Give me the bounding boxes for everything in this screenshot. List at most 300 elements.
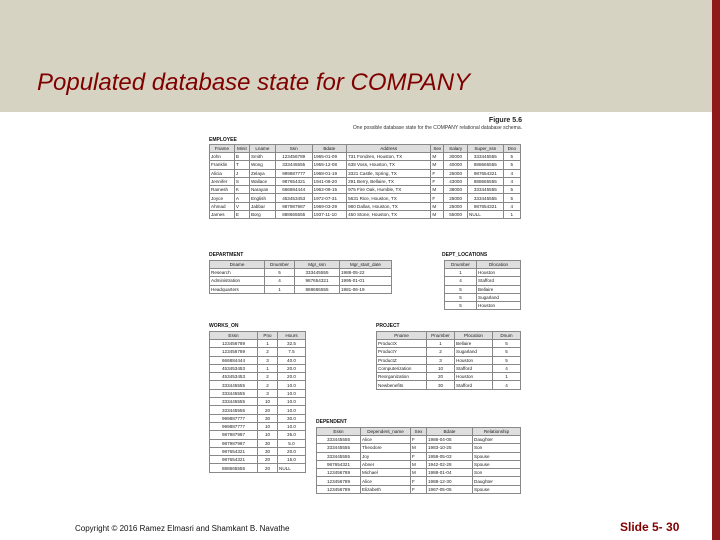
table-cell: Wong	[249, 161, 275, 169]
table-cell: 1988-05-22	[340, 269, 392, 277]
table-cell: Stafford	[477, 277, 521, 285]
table-cell: M	[431, 161, 444, 169]
table-cell: Narayan	[249, 186, 275, 194]
table-cell: Alice	[361, 436, 411, 444]
table-row	[210, 414, 306, 422]
table-row	[210, 447, 306, 455]
employee-table	[209, 144, 521, 219]
table-cell: 987987987	[210, 439, 258, 447]
table-row	[210, 456, 306, 464]
table-cell: ProductY	[377, 348, 427, 356]
column-header: Bdate	[427, 428, 473, 436]
table-cell: 30.0	[278, 414, 306, 422]
table-cell: 333445555	[295, 269, 340, 277]
table-cell: 3	[258, 356, 278, 364]
table-cell: 5	[493, 348, 521, 356]
table-cell: 1	[427, 340, 455, 348]
table-cell: 1962-09-15	[312, 186, 347, 194]
table-cell: 5	[503, 194, 520, 202]
dependent-table-name: DEPENDENT	[316, 419, 347, 425]
table-cell: 1995-01-01	[340, 277, 392, 285]
table-cell: 40.0	[278, 356, 306, 364]
table-cell: ProductZ	[377, 356, 427, 364]
table-cell: 10	[258, 398, 278, 406]
table-cell: 453453453	[210, 364, 258, 372]
table-cell: Michael	[361, 469, 411, 477]
table-cell: Spouse	[473, 460, 521, 468]
table-cell: 453453453	[210, 373, 258, 381]
table-cell: 1	[493, 373, 521, 381]
table-cell: 10.0	[278, 406, 306, 414]
table-row	[317, 469, 521, 477]
table-cell: NULL	[278, 464, 306, 472]
table-cell: F	[431, 169, 444, 177]
table-cell: 25000	[444, 202, 468, 210]
column-header: Salary	[444, 145, 468, 153]
table-cell: 333445555	[468, 153, 504, 161]
table-row	[210, 285, 392, 293]
table-cell: 453453453	[275, 194, 312, 202]
table-cell: 1	[265, 285, 295, 293]
column-header: Pnumber	[427, 332, 455, 340]
table-cell: 450 Stone, Houston, TX	[347, 211, 431, 219]
table-row	[317, 485, 521, 493]
works-on-table	[209, 331, 306, 473]
table-cell: 1983-10-25	[427, 444, 473, 452]
table-cell: 888665555	[468, 161, 504, 169]
column-header: Dnum	[493, 332, 521, 340]
table-cell: 20	[258, 464, 278, 472]
table-cell: 1937-11-10	[312, 211, 347, 219]
column-header: Dependent_name	[361, 428, 411, 436]
table-cell: 987654321	[210, 456, 258, 464]
table-cell: 1986-04-05	[427, 436, 473, 444]
table-cell: 30	[258, 447, 278, 455]
table-cell: Ramesh	[210, 186, 235, 194]
table-cell: 987654321	[295, 277, 340, 285]
column-header: Dnumber	[445, 261, 477, 269]
table-cell: 731 Fondren, Houston, TX	[347, 153, 431, 161]
table-cell: 30	[258, 414, 278, 422]
table-cell: Houston	[477, 269, 521, 277]
column-header: Relationship	[473, 428, 521, 436]
table-cell: Reorganization	[377, 373, 427, 381]
table-cell: Stafford	[455, 381, 493, 389]
table-cell: 10.0	[278, 389, 306, 397]
project-table-name: PROJECT	[376, 323, 400, 329]
table-cell: 333445555	[210, 389, 258, 397]
table-row	[210, 277, 392, 285]
table-cell: Borg	[249, 211, 275, 219]
table-cell: F	[431, 177, 444, 185]
column-header: Lname	[249, 145, 275, 153]
table-row	[445, 302, 521, 310]
table-cell: Son	[473, 469, 521, 477]
table-row	[210, 202, 521, 210]
table-row	[210, 169, 521, 177]
table-cell: 987654321	[275, 177, 312, 185]
table-cell: Jennifer	[210, 177, 235, 185]
table-cell: M	[431, 211, 444, 219]
table-row	[210, 364, 306, 372]
table-cell: 20	[258, 456, 278, 464]
table-cell: 999887777	[210, 414, 258, 422]
column-header: Minit	[234, 145, 249, 153]
table-row	[317, 460, 521, 468]
table-cell: 666884444	[275, 186, 312, 194]
table-cell: 4	[503, 177, 520, 185]
table-cell: 5	[503, 153, 520, 161]
table-row	[317, 436, 521, 444]
table-cell: Theodore	[361, 444, 411, 452]
table-row	[445, 285, 521, 293]
table-cell: 4	[503, 169, 520, 177]
table-cell: 5	[445, 293, 477, 301]
table-cell: 1968-01-19	[312, 169, 347, 177]
table-cell: T	[234, 161, 249, 169]
table-cell: 123456789	[317, 485, 361, 493]
table-cell: 333445555	[468, 194, 504, 202]
table-row	[377, 348, 521, 356]
table-cell: 5	[503, 161, 520, 169]
dept-locations-table-name: DEPT_LOCATIONS	[442, 252, 488, 258]
project-table	[376, 331, 521, 390]
table-cell: Houston	[455, 373, 493, 381]
table-cell: M	[411, 469, 427, 477]
table-cell: 333445555	[210, 398, 258, 406]
column-header: Bdate	[312, 145, 347, 153]
table-row	[377, 373, 521, 381]
dependent-table	[316, 427, 521, 494]
table-cell: Alicia	[210, 169, 235, 177]
table-cell: 4	[503, 202, 520, 210]
table-cell: Jabbar	[249, 202, 275, 210]
table-cell: Spouse	[473, 485, 521, 493]
table-cell: Spouse	[473, 452, 521, 460]
table-cell: S	[234, 177, 249, 185]
table-cell: 5.0	[278, 439, 306, 447]
table-cell: Sugarland	[477, 293, 521, 301]
table-cell: 987654321	[317, 460, 361, 468]
table-cell: V	[234, 202, 249, 210]
table-cell: E	[234, 211, 249, 219]
table-row	[210, 398, 306, 406]
table-row	[445, 277, 521, 285]
table-cell: 5	[445, 285, 477, 293]
table-cell: Bellaire	[477, 285, 521, 293]
table-cell: Computerization	[377, 364, 427, 372]
table-cell: 1958-05-03	[427, 452, 473, 460]
table-cell: 30	[258, 439, 278, 447]
table-cell: 333445555	[317, 444, 361, 452]
table-cell: 1988-01-04	[427, 469, 473, 477]
table-cell: 1	[503, 211, 520, 219]
table-cell: 888665555	[275, 211, 312, 219]
table-cell: 123456789	[210, 348, 258, 356]
table-cell: 123456789	[317, 477, 361, 485]
table-row	[210, 464, 306, 472]
table-row	[210, 431, 306, 439]
table-cell: 1965-01-09	[312, 153, 347, 161]
table-cell: 888665555	[210, 464, 258, 472]
table-cell: F	[411, 477, 427, 485]
table-cell: 333445555	[210, 381, 258, 389]
table-cell: 43000	[444, 177, 468, 185]
table-cell: M	[411, 444, 427, 452]
table-cell: 2	[258, 381, 278, 389]
column-header: Essn	[210, 332, 258, 340]
table-cell: 5	[265, 269, 295, 277]
table-cell: M	[411, 460, 427, 468]
table-cell: 999887777	[210, 422, 258, 430]
column-header: Super_ssn	[468, 145, 504, 153]
table-cell: 123456789	[210, 340, 258, 348]
table-cell: 1941-06-20	[312, 177, 347, 185]
column-header: Plocation	[455, 332, 493, 340]
table-cell: 4	[493, 381, 521, 389]
table-cell: 5	[493, 340, 521, 348]
table-cell: 2	[258, 348, 278, 356]
table-cell: 980 Dallas, Houston, TX	[347, 202, 431, 210]
table-cell: Stafford	[455, 364, 493, 372]
table-cell: 333445555	[317, 436, 361, 444]
table-cell: Headquarters	[210, 285, 265, 293]
table-cell: 1981-06-19	[340, 285, 392, 293]
table-row	[210, 269, 392, 277]
table-cell: J	[234, 169, 249, 177]
table-row	[210, 211, 521, 219]
column-header: Fname	[210, 145, 235, 153]
column-header: Dname	[210, 261, 265, 269]
table-cell: 666884444	[210, 356, 258, 364]
table-cell: ProductX	[377, 340, 427, 348]
table-cell: Zelaya	[249, 169, 275, 177]
table-cell: 987654321	[468, 202, 504, 210]
table-cell: 10.0	[278, 398, 306, 406]
column-header: Mgr_ssn	[295, 261, 340, 269]
table-cell: 10.0	[278, 422, 306, 430]
table-cell: Joy	[361, 452, 411, 460]
table-row	[210, 356, 306, 364]
table-cell: English	[249, 194, 275, 202]
table-cell: Bellaire	[455, 340, 493, 348]
table-cell: 25000	[444, 194, 468, 202]
table-cell: 888665555	[295, 285, 340, 293]
table-row	[210, 153, 521, 161]
table-cell: 999887777	[275, 169, 312, 177]
table-cell: 20.0	[278, 447, 306, 455]
table-cell: Research	[210, 269, 265, 277]
table-cell: 2	[258, 373, 278, 381]
table-cell: 638 Voss, Houston, TX	[347, 161, 431, 169]
table-cell: Franklin	[210, 161, 235, 169]
figure-caption: One possible database state for the COMPANY relational database schema.	[352, 125, 522, 131]
table-cell: 1969-03-29	[312, 202, 347, 210]
column-header: Dlocation	[477, 261, 521, 269]
table-cell: 20.0	[278, 373, 306, 381]
works-on-table-name: WORKS_ON	[209, 323, 239, 329]
employee-table-name: EMPLOYEE	[209, 137, 237, 143]
table-cell: 1942-02-28	[427, 460, 473, 468]
table-cell: F	[431, 194, 444, 202]
dept-locations-table	[444, 260, 521, 310]
table-cell: 1972-07-31	[312, 194, 347, 202]
table-cell: 30	[427, 381, 455, 389]
table-cell: 20	[258, 406, 278, 414]
table-cell: Sugarland	[455, 348, 493, 356]
table-cell: 975 Fire Oak, Humble, TX	[347, 186, 431, 194]
table-cell: M	[431, 153, 444, 161]
table-cell: 5	[493, 356, 521, 364]
table-cell: 333445555	[275, 161, 312, 169]
slide-title: Populated database state for COMPANY	[37, 69, 471, 96]
table-cell: B	[234, 153, 249, 161]
table-cell: 1	[258, 364, 278, 372]
table-cell: 123456789	[317, 469, 361, 477]
table-cell: 1988-12-30	[427, 477, 473, 485]
table-cell: 7.5	[278, 348, 306, 356]
column-header: Mgr_start_date	[340, 261, 392, 269]
table-cell: 5	[503, 186, 520, 194]
table-cell: 1955-12-08	[312, 161, 347, 169]
table-cell: F	[411, 436, 427, 444]
company-database-figure	[204, 117, 522, 517]
table-cell: Alice	[361, 477, 411, 485]
department-table-name: DEPARTMENT	[209, 252, 244, 258]
table-cell: 987987987	[275, 202, 312, 210]
table-row	[445, 269, 521, 277]
table-row	[210, 194, 521, 202]
column-header: Ssn	[275, 145, 312, 153]
column-header: Address	[347, 145, 431, 153]
table-cell: 987987987	[210, 431, 258, 439]
right-accent-bar	[712, 0, 720, 540]
table-cell: 987654321	[468, 169, 504, 177]
table-cell: F	[411, 485, 427, 493]
table-row	[210, 340, 306, 348]
table-cell: Son	[473, 444, 521, 452]
table-cell: 1	[258, 340, 278, 348]
table-cell: 10	[258, 431, 278, 439]
table-cell: 40000	[444, 161, 468, 169]
table-cell: 1967-05-05	[427, 485, 473, 493]
table-cell: 333445555	[210, 406, 258, 414]
table-cell: 30000	[444, 153, 468, 161]
column-header: Dnumber	[265, 261, 295, 269]
table-row	[210, 186, 521, 194]
table-row	[210, 406, 306, 414]
table-row	[210, 422, 306, 430]
table-cell: 32.5	[278, 340, 306, 348]
table-cell: M	[431, 202, 444, 210]
table-row	[210, 161, 521, 169]
table-row	[210, 373, 306, 381]
table-cell: NULL	[468, 211, 504, 219]
table-cell: 10	[427, 364, 455, 372]
table-cell: M	[431, 186, 444, 194]
table-row	[210, 439, 306, 447]
table-cell: 3	[258, 389, 278, 397]
table-cell: 5631 Rice, Houston, TX	[347, 194, 431, 202]
table-cell: 38000	[444, 186, 468, 194]
table-cell: Daughter	[473, 477, 521, 485]
department-table	[209, 260, 392, 294]
table-row	[445, 293, 521, 301]
table-cell: Wallace	[249, 177, 275, 185]
table-cell: K	[234, 186, 249, 194]
table-cell: 123456789	[275, 153, 312, 161]
table-cell: Newbenefits	[377, 381, 427, 389]
table-row	[317, 444, 521, 452]
table-cell: Abner	[361, 460, 411, 468]
table-cell: 291 Berry, Bellaire, TX	[347, 177, 431, 185]
figure-number: Figure 5.6	[488, 117, 522, 124]
table-cell: Daughter	[473, 436, 521, 444]
table-cell: Elizabeth	[361, 485, 411, 493]
table-cell: 10	[258, 422, 278, 430]
table-cell: 4	[265, 277, 295, 285]
table-cell: Houston	[477, 302, 521, 310]
slide-number: Slide 5- 30	[620, 520, 680, 534]
column-header: Sex	[411, 428, 427, 436]
table-cell: 3	[427, 356, 455, 364]
table-cell: 35.0	[278, 431, 306, 439]
table-cell: Houston	[455, 356, 493, 364]
table-row	[377, 381, 521, 389]
column-header: Dno	[503, 145, 520, 153]
table-cell: 10.0	[278, 381, 306, 389]
table-row	[377, 340, 521, 348]
table-row	[210, 348, 306, 356]
table-row	[377, 364, 521, 372]
table-row	[210, 389, 306, 397]
table-cell: F	[411, 452, 427, 460]
table-cell: Joyce	[210, 194, 235, 202]
table-cell: John	[210, 153, 235, 161]
table-row	[210, 381, 306, 389]
table-cell: 5	[445, 302, 477, 310]
table-cell: 20	[427, 373, 455, 381]
table-cell: 888665555	[468, 177, 504, 185]
table-row	[317, 477, 521, 485]
table-row	[377, 356, 521, 364]
table-cell: 55000	[444, 211, 468, 219]
copyright-footer: Copyright © 2016 Ramez Elmasri and Shamkant B. Navathe	[75, 524, 290, 533]
table-cell: 333445555	[468, 186, 504, 194]
table-cell: 2	[427, 348, 455, 356]
table-row	[210, 177, 521, 185]
table-cell: 4	[493, 364, 521, 372]
table-cell: 4	[445, 277, 477, 285]
column-header: Essn	[317, 428, 361, 436]
table-cell: 3321 Castle, Spring, TX	[347, 169, 431, 177]
table-cell: 25000	[444, 169, 468, 177]
table-cell: Administration	[210, 277, 265, 285]
table-cell: 20.0	[278, 364, 306, 372]
column-header: Pname	[377, 332, 427, 340]
column-header: Pno	[258, 332, 278, 340]
column-header: Hours	[278, 332, 306, 340]
table-cell: 333445555	[317, 452, 361, 460]
table-cell: 987654321	[210, 447, 258, 455]
table-cell: A	[234, 194, 249, 202]
table-cell: 1	[445, 269, 477, 277]
table-cell: Smith	[249, 153, 275, 161]
table-cell: James	[210, 211, 235, 219]
column-header: Sex	[431, 145, 444, 153]
table-row	[317, 452, 521, 460]
table-cell: Ahmad	[210, 202, 235, 210]
